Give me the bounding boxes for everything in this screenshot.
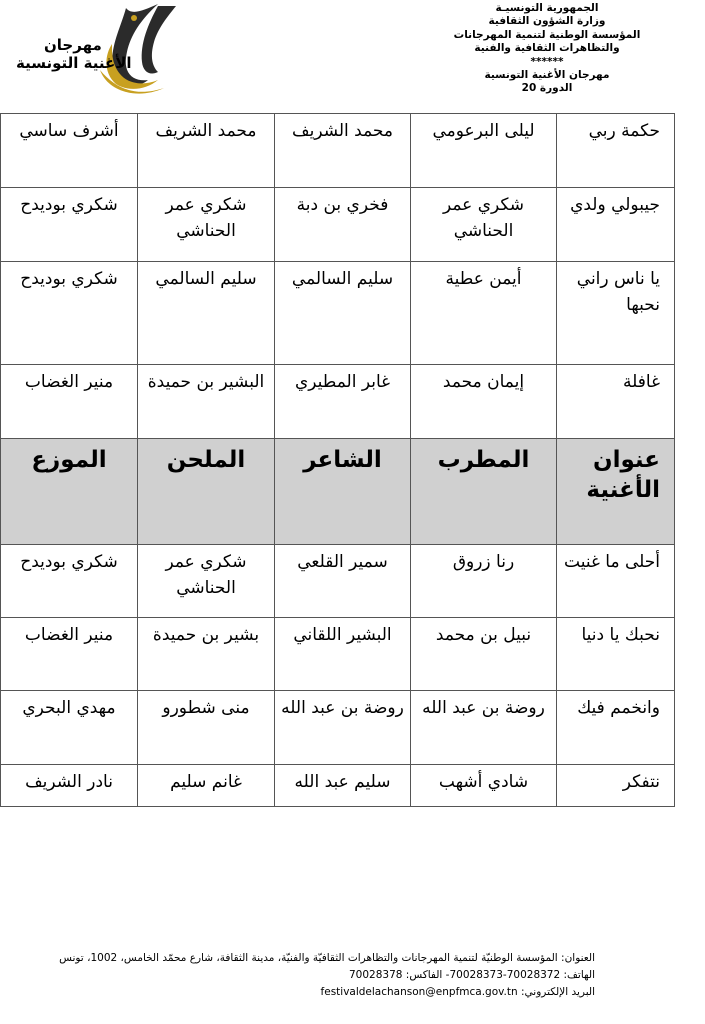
table-row (1, 188, 675, 262)
composer-cell: محمد الشريف (138, 114, 275, 188)
composer-cell: شكري عمر الحناشي (138, 188, 275, 262)
poet-cell: روضة بن عبد الله (275, 691, 411, 765)
composer-cell: غانم سليم (138, 765, 275, 807)
poet-cell: سليم عبد الله (275, 765, 411, 807)
song-title-cell: غافلة (557, 365, 675, 439)
songs-table (0, 113, 675, 807)
footer-email: البريد الإلكتروني: festivaldelachanson@enpfmca.gov.tn (320, 986, 595, 998)
singer-cell: رنا زروق (411, 545, 557, 618)
arranger-cell: نادر الشريف (1, 765, 138, 807)
composer-cell: سليم السالمي (138, 262, 275, 365)
poet-cell: سمير القلعي (275, 545, 411, 618)
song-title-cell: نتفكر (557, 765, 675, 807)
header-line-institution: المؤسسة الوطنية لتنمية المهرجانات (453, 28, 641, 41)
table-row (1, 262, 675, 365)
singer-cell: روضة بن عبد الله (411, 691, 557, 765)
column-header-arranger: الموزع (1, 439, 138, 545)
song-title-cell: أحلى ما غنيت (557, 545, 675, 618)
song-title-cell: يا ناس راني نحبها (557, 262, 675, 365)
column-header-title: عنوان الأغنية (557, 439, 675, 545)
composer-cell: شكري عمر الحناشي (138, 545, 275, 618)
composer-cell: البشير بن حميدة (138, 365, 275, 439)
arranger-cell: شكري بوديدح (1, 262, 138, 365)
arranger-cell: شكري بوديدح (1, 188, 138, 262)
logo-text-festival: مهرجان (44, 36, 102, 54)
song-title-cell: نحبك يا دنيا (557, 618, 675, 691)
singer-cell: ليلى البرعومي (411, 114, 557, 188)
table-row (1, 114, 675, 188)
poet-cell: البشير اللقاني (275, 618, 411, 691)
singer-cell: نبيل بن محمد (411, 618, 557, 691)
song-title-cell: جيبولي ولدي (557, 188, 675, 262)
footer-phone: الهاتف: 70028372-70028373- الفاكس: 70028378 (349, 969, 595, 981)
header-line-ministry: وزارة الشؤون الثقافية (488, 15, 606, 28)
column-header-composer: الملحن (138, 439, 275, 545)
table-header-row (1, 439, 675, 545)
column-header-singer: المطرب (411, 439, 557, 545)
arranger-cell: أشرف ساسي (1, 114, 138, 188)
table-row (1, 765, 675, 807)
arranger-cell: مهدي البحري (1, 691, 138, 765)
logo-text-song: الأغنية التونسية (16, 54, 132, 72)
singer-cell: أيمن عطية (411, 262, 557, 365)
header-line-festival: مهرجان الأغنية التونسية (484, 69, 610, 82)
footer-address: العنوان: المؤسسة الوطنيّة لتنمية المهرجانات والتظاهرات الثقافيّة والفنيّة، مدينة الثقافة، شارع محمّد الخامس، 1002، تونس (59, 952, 595, 964)
song-title-cell: وانخمم فيك (557, 691, 675, 765)
arranger-cell: منير الغضاب (1, 618, 138, 691)
column-header-poet: الشاعر (275, 439, 411, 545)
table-row (1, 691, 675, 765)
composer-cell: منى شطورو (138, 691, 275, 765)
header-line-institution-2: والتظاهرات الثقافية والفنية (474, 42, 620, 55)
poet-cell: فخري بن دبة (275, 188, 411, 262)
header-line-separator: ****** (530, 55, 564, 68)
composer-cell: بشير بن حميدة (138, 618, 275, 691)
singer-cell: إيمان محمد (411, 365, 557, 439)
song-title-cell: حكمة ربي (557, 114, 675, 188)
festival-logo (8, 0, 178, 104)
table-row (1, 545, 675, 618)
singer-cell: شكري عمر الحناشي (411, 188, 557, 262)
header-line-edition: الدورة 20 (521, 82, 573, 95)
singer-cell: شادي أشهب (411, 765, 557, 807)
poet-cell: غابر المطيري (275, 365, 411, 439)
ministry-header (417, 2, 677, 96)
footer-contact (5, 950, 595, 1001)
arranger-cell: شكري بوديدح (1, 545, 138, 618)
header-line-republic: الجمهورية التونسيـة (495, 2, 599, 14)
table-row (1, 618, 675, 691)
poet-cell: سليم السالمي (275, 262, 411, 365)
poet-cell: محمد الشريف (275, 114, 411, 188)
arranger-cell: منير الغضاب (1, 365, 138, 439)
table-row (1, 365, 675, 439)
